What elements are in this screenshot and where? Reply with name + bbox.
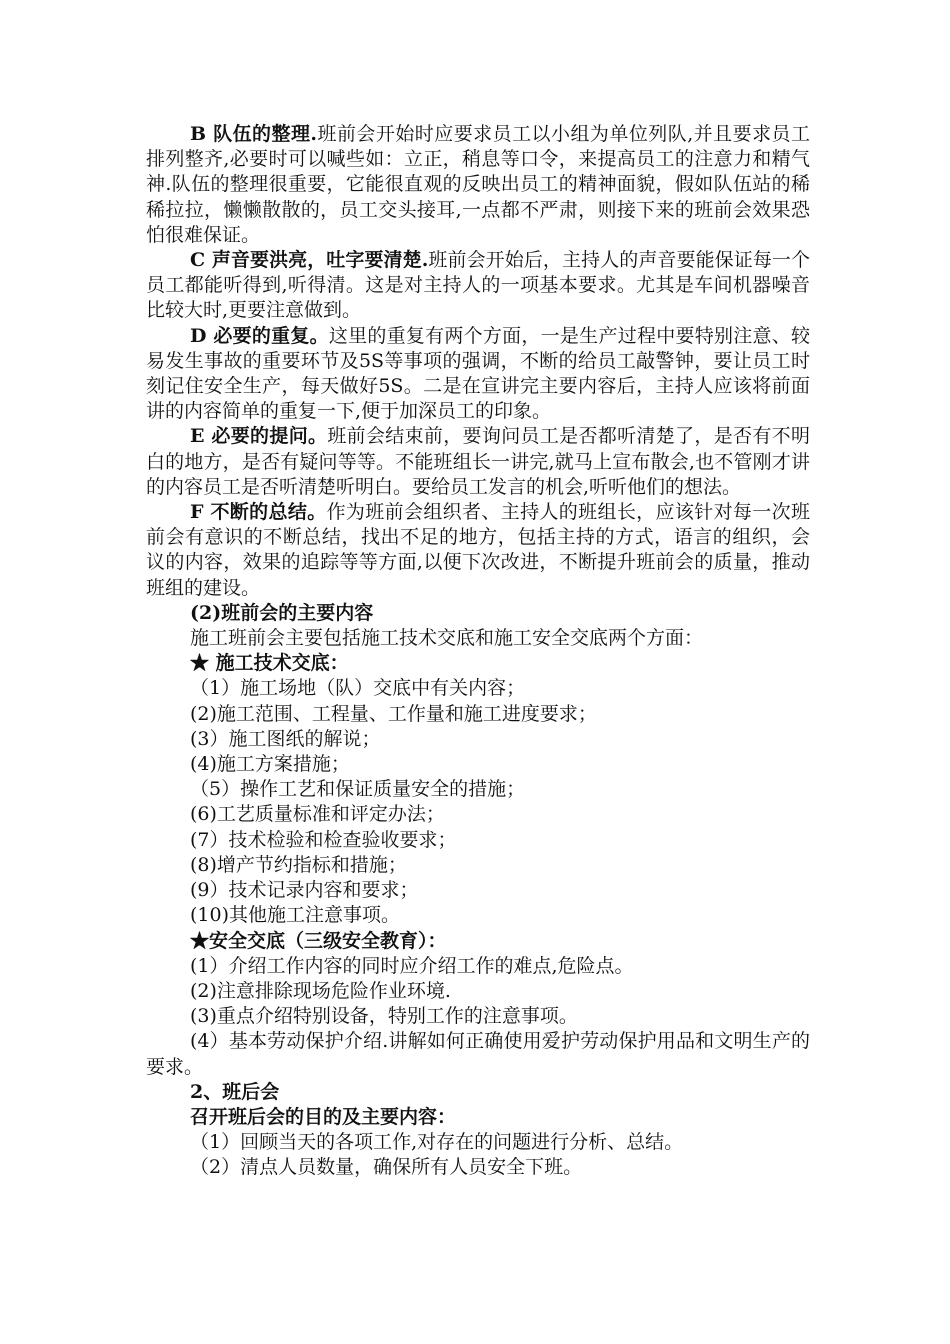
paragraph-c [146,248,810,324]
tech-item: （1）施工场地（队）交底中有关内容； [190,677,526,700]
paragraph-e [146,424,810,500]
paragraph-e-heading: E 必要的提问。 [190,425,328,448]
after-shift-item: （1）回顾当天的各项工作,对存在的问题进行分析、总结。 [190,1131,684,1154]
after-shift-title: 召开班后会的目的及主要内容： [190,1105,457,1128]
safety-item: (2)注意排除现场危险作业环境. [190,979,451,1002]
after-shift-item: （2）清点人员数量，确保所有人员安全下班。 [190,1156,583,1179]
paragraph-c-body: 班前会开始后，主持人的声音要能保证每一个员工都能听得到,听得清。这是对主持人的一项基本要求。尤其是车间机器噪音比较大时,更要注意做到。 [146,249,810,322]
paragraph-b-heading: B 队伍的整理. [190,123,318,145]
section-2-title: (2)班前会的主要内容 [190,601,374,624]
paragraph-f-heading: F 不断的总结。 [190,501,327,524]
tech-item: （5）操作工艺和保证质量安全的措施； [190,778,526,801]
tech-item: (7）技术检验和检查验收要求； [190,828,457,851]
tech-item: (3）施工图纸的解说； [190,727,381,750]
section-2-intro: 施工班前会主要包括施工技术交底和施工安全交底两个方面： [190,627,704,650]
paragraph-b-body: 班前会开始时应要求员工以小组为单位列队,并且要求员工排列整齐,必要时可以喊些如：立正，稍息等口令，来提高员工的注意力和精气神.队伍的整理很重要，它能很直观的反映出员工的精神面貌，假如队伍站的稀稀拉拉，懒懒散散的，员工交头接耳,一点都不严肃，则接下来的班前会效果恐怕很难保证。 [146,123,810,246]
tech-disclosure-title: ★ 施工技术交底： [190,652,349,675]
tech-item: (4)施工方案措施； [190,753,350,776]
document-page [146,122,810,1181]
paragraph-f-body: 作为班前会组织者、主持人的班组长，应该针对每一次班前会有意识的不断总结，找出不足的地方，包括主持的方式，语言的组织，会议的内容，效果的追踪等等方面,以便下次改进，不断提升班前会的质量，推动班组的建设。 [146,501,810,599]
paragraph-d-heading: D 必要的重复。 [190,324,329,347]
safety-item: (1）介绍工作内容的同时应介绍工作的难点,危险点。 [190,954,634,977]
paragraph-f [146,500,810,601]
tech-item: (9）技术记录内容和要求； [190,879,419,902]
safety-item: (4）基本劳动保护介绍.讲解如何正确使用爱护劳动保护用品和文明生产的要求。 [146,1030,810,1078]
paragraph-e-body: 班前会结束前，要询问员工是否都听清楚了，是否有不明白的地方，是否有疑问等等。不能班组长一讲完,就马上宣布散会,也不管刚才讲的内容员工是否听清楚听明白。要给员工发言的机会,听听他们的想法。 [146,425,810,498]
safety-disclosure-title: ★安全交底（三级安全教育）： [190,929,447,952]
section-3-title: 2、班后会 [190,1080,280,1103]
paragraph-c-heading: C 声音要洪亮，吐字要清楚. [190,249,429,272]
tech-item: (10)其他施工注意事项。 [190,904,401,927]
tech-item: (2)施工范围、工程量、工作量和施工进度要求； [190,702,597,725]
tech-item: (6)工艺质量标准和评定办法； [190,803,445,826]
paragraph-d [146,324,810,425]
tech-item: (8)增产节约指标和措施； [190,853,407,876]
paragraph-d-body: 这里的重复有两个方面，一是生产过程中要特别注意、较易发生事故的重要环节及5S等事项的强调，不断的给员工敲警钟，要让员工时刻记住安全生产，每天做好5S。二是在宣讲完主要内容后，主持人应该将前面讲的内容简单的重复一下,便于加深员工的印象。 [146,324,810,423]
safety-item: (3)重点介绍特别设备，特别工作的注意事项。 [190,1005,578,1028]
paragraph-b [146,122,810,248]
